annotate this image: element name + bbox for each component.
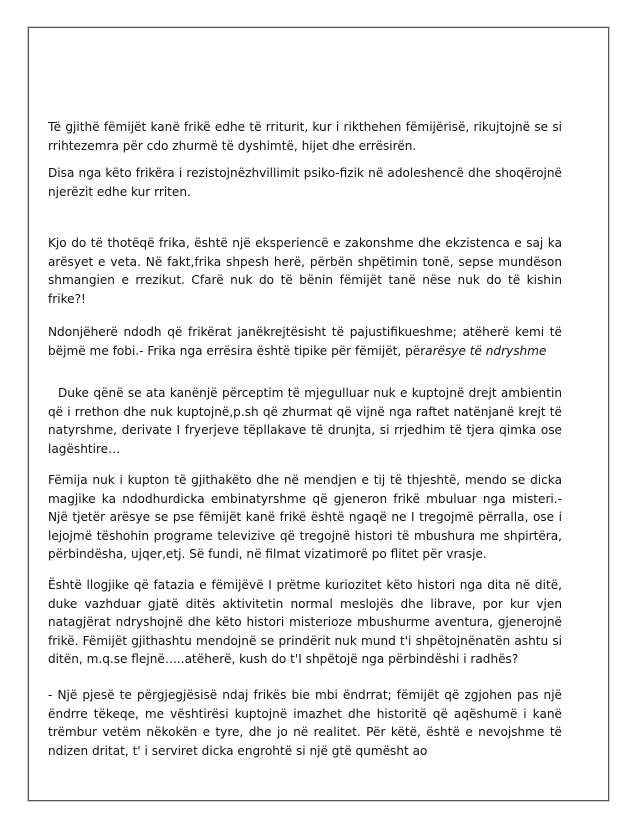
paragraph-4-text: Ndonjëherë ndodh që frikërat janëkrejtësisht të pajustifikueshme; atëherë kemi të bëjmë me fobi.- Frika nga errësira është tipike për fëmijët, për xyxy=(48,325,562,358)
paragraph-8: - Një pjesë te përgjegjësisë ndaj frikës bie mbi ëndrrat; fëmijët që zgjohen pas një ëndrre tëkeqe, me vështirësi kuptojnë imazhet dhe historitë që aqëshumë i kanë trëmbur vetëm nëkokën e tyre, dhe jo në realitet. Për këtë, është e nevojshme të ndizen dritat, t' i serviret dicka engrohtë si një gtë qumësht ao xyxy=(48,688,562,758)
paragraph-3: Kjo do të thotëqë frika, është një eksperiencë e zakonshme dhe ekzistenca e saj ka arësyet e veta. Në fakt,frika shpesh herë, përbën shpëtimin tonë, sepse mundëson shmangien e rrezikut. Cfarë nuk do të bënin fëmijët tanë nëse nuk do të kishin frike?! xyxy=(48,236,562,306)
paragraph-4-italic: arësye të ndryshme xyxy=(425,343,547,358)
paragraph-4 xyxy=(48,323,562,360)
paragraph-2: Disa nga këto frikëra i rezistojnëzhvillimit psiko-fizik në adoleshencë dhe shoqërojnë njerëzit edhe kur rriten. xyxy=(48,166,562,199)
paragraph-5: Duke qënë se ata kanënjë përceptim të mjegulluar nuk e kuptojnë drejt ambientin që i rrethon dhe nuk kuptojnë,p.sh që zhurmat që vijnë nga raftet natënjanë krejt të natyrshme, derivate I fryerjeve tëpllakave të drunjta, si rrjedhim të tjera qimka ose lagështire… xyxy=(48,386,562,456)
paragraph-1: Të gjithë fëmijët kanë frikë edhe të rriturit, kur i rikthehen fëmijërisë, rikujtojnë se si rrihtezemra për cdo zhurmë të dyshimtë, hijet dhe errësirën. xyxy=(48,120,562,153)
paragraph-7: Është llogjike që fatazia e fëmijëvë I prëtme kuriozitet këto histori nga dita në ditë, duke vazhduar gjatë ditës aktivitetin normal meslojës dhe librave, por kur vjen natagjërat ndryshojnë dhe këto histori misterioze mbushurme aventura, gjenerojnë frikë. Fëmijët gjithashtu mendojnë se prindërit nuk mund t'i shpëtojnënatën ashtu si ditën, m.q.se flejnë…..atëherë, kush do t'I shpëtojë nga përbindëshi i radhës? xyxy=(48,578,562,666)
paragraph-6: Fëmija nuk i kupton të gjithakëto dhe në mendjen e tij të thjeshtë, mendo se dicka magjike ka ndodhurdicka embinatyrshme që gjeneron frikë mbuluar nga misteri.- Një tjetër arësye se pse fëmijët kanë frikë është ngaqë ne I tregojmë përralla, ose i lejojmë tëshohin programe televizive që tregojnë histori të mbushura me shpirtëra, përbindësha, ujqer,etj. Së fundi, në filmat vizatimorë po flitet për vrasje. xyxy=(48,473,562,561)
